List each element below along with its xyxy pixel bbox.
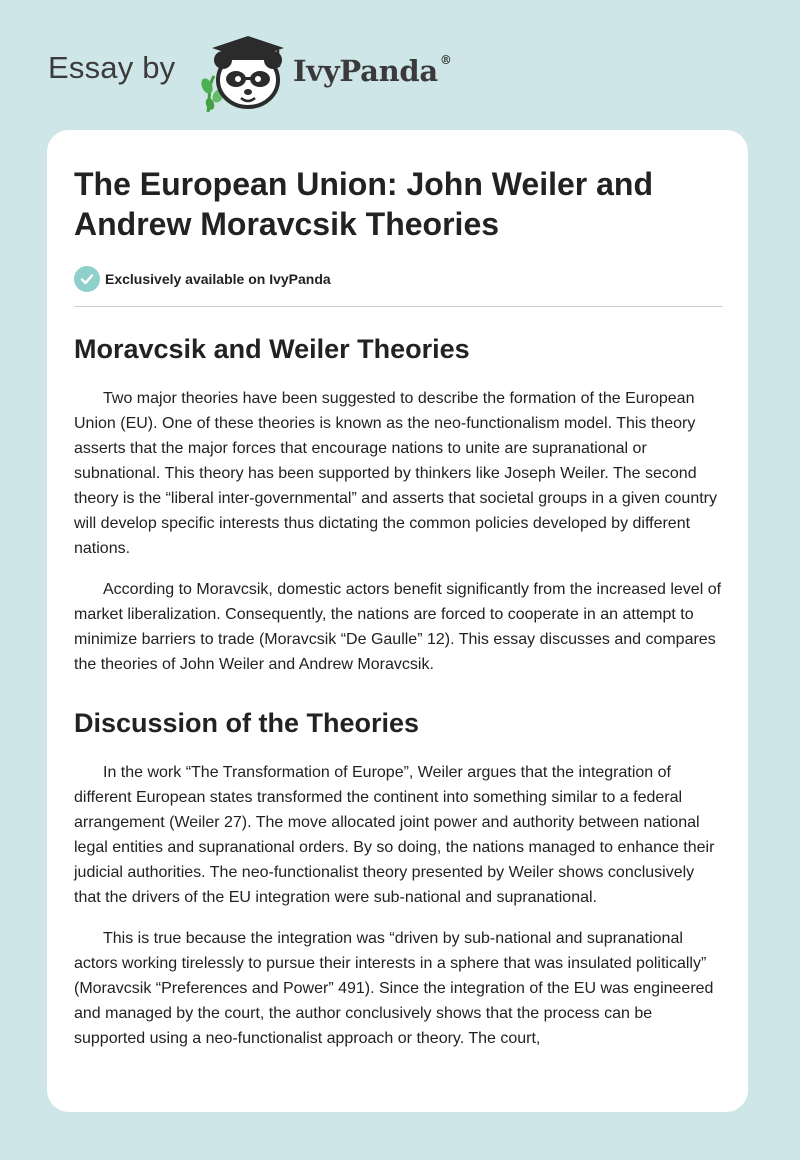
trademark-mark: ® — [439, 53, 452, 68]
exclusive-badge — [74, 265, 723, 293]
brand-prefix: Essay by — [48, 50, 176, 85]
paragraph: Two major theories have been suggested to describe the formation of the European Union (EU). One of these theories is known as the neo-functionalism model. This theory asserts that the major forces that encourage nations to unite are supranational or subnational. This theory has been supported by thinkers like Joseph Weiler. The second theory is the “liberal inter-governmental” and asserts that societal groups in a given country will develop specific interests thus dictating the common policies developed by different nations. — [74, 390, 717, 557]
badge-text: Exclusively available on IvyPanda — [105, 271, 331, 287]
article-title: The European Union: John Weiler and Andrew Moravcsik Theories — [74, 166, 653, 242]
divider — [74, 306, 723, 307]
check-circle-icon — [74, 266, 100, 292]
site-header — [48, 28, 508, 112]
section-heading: Discussion of the Theories — [74, 708, 420, 738]
paragraph: In the work “The Transformation of Europe”, Weiler argues that the integration of different European states transformed the continent into something similar to a federal arrangement (Weiler 27). The move allocated joint power and authority between national legal entities and supranational orders. By so doing, the nations managed to enhance their judicial authorities. The neo-functionalist theory presented by Weiler shows conclusively that the drivers of the EU integration were sub-national and supranational. — [74, 764, 715, 906]
paragraph: This is true because the integration was “driven by sub-national and supranational actors working tirelessly to pursue their interests in a sphere that was insulated politically” (Moravcsik “Preferences and Power” 491). Since the integration of the EU was engineered and managed by the court, the author conclusively shows that the process can be supported using a neo-functionalist approach or theory. The court, — [74, 930, 714, 1047]
brand-name-text: IvyPanda — [293, 54, 438, 88]
panda-logo-icon[interactable] — [198, 34, 290, 112]
article-body — [74, 130, 723, 1051]
paragraph: According to Moravcsik, domestic actors benefit significantly from the increased level of market liberalization. Consequently, the nations are forced to cooperate in an attempt to minimize barriers to trade (Moravcsik “De Gaulle” 12). This essay discusses and compares the theories of John Weiler and Andrew Moravcsik. — [74, 581, 722, 673]
section-heading: Moravcsik and Weiler Theories — [74, 334, 470, 364]
brand-name[interactable] — [293, 54, 452, 88]
article-card — [47, 130, 748, 1112]
